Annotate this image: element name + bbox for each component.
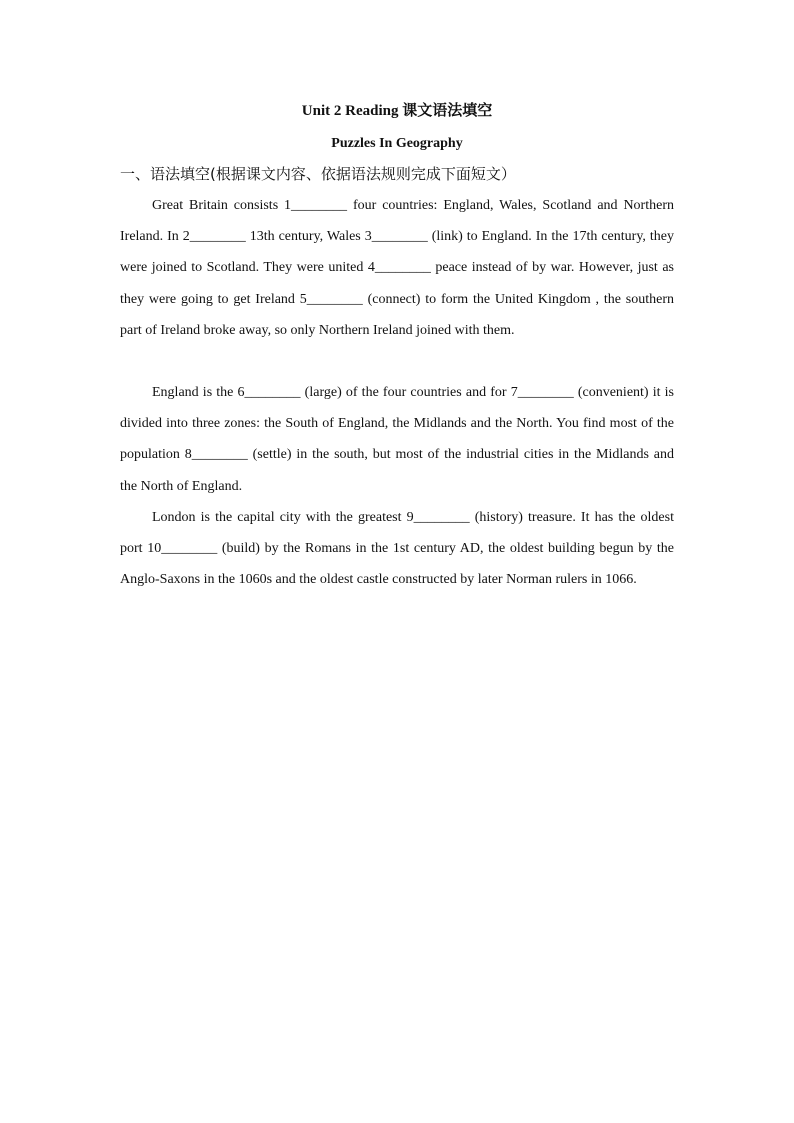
document-title: Unit 2 Reading 课文语法填空 [301,103,493,119]
document-subtitle: Puzzles In Geography [331,136,463,151]
section-heading: 一、语法填空(根据课文内容、依据语法规则完成下面短文） [120,165,516,183]
paragraph-1: Great Britain consists 1________ four countries: England, Wales, Scotland and Northern Ireland. In 2________ 13th century, Wales 3________ (link) to England. In the 17th century, they were joined to Scotland. They were united 4________ peace instead of by war. However, just as they were going to get Ireland 5________ (connect) to form the United Kingdom , the southern part of Ireland broke away, so only Northern Ireland joined with them. [120,198,674,338]
paragraph-2: England is the 6________ (large) of the four countries and for 7________ (convenient) it is divided into three zones: the South of England, the Midlands and the North. You find most of the population 8________ (settle) in the south, but most of the industrial cities in the Midlands and the North of England. [120,385,674,494]
paragraph-3: London is the capital city with the greatest 9________ (history) treasure. It has the oldest port 10________ (build) by the Romans in the 1st century AD, the oldest building begun by the Anglo-Saxons in the 1060s and the oldest castle constructed by later Norman rulers in 1066. [120,510,674,588]
